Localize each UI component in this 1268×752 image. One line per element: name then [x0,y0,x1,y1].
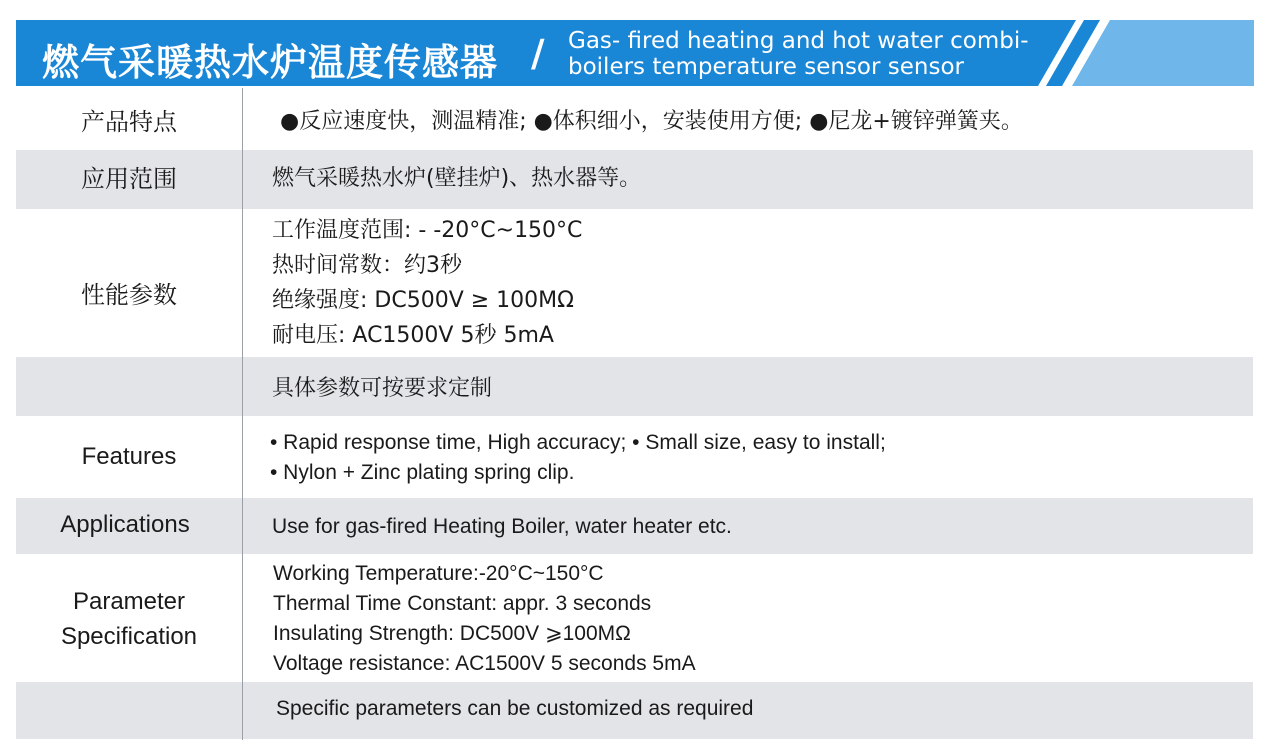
label-parameter-en-line-1: Parameter [72,588,186,615]
performance-line-4: 耐电压: AC1500V 5秒 5mA [272,323,554,348]
row-parameter-en [16,556,1253,680]
value-features-cn: ●反应速度快，测温精准; ●体积细小，安装使用方便; ●尼龙+镀锌弹簧夹。 [280,109,1023,134]
value-custom-cn: 具体参数可按要求定制 [272,376,493,401]
value-application-cn: 燃气采暖热水炉(壁挂炉)、热水器等。 [272,166,642,191]
title-english-line-1: Gas- fired heating and hot water combi- [568,28,1029,54]
title-english-line-2: boilers temperature sensor sensor [568,54,964,80]
row-features-cn [16,88,1253,148]
row-features-en [16,418,1253,496]
label-features-en: Features [81,443,177,470]
parameter-line-1: Working Temperature:-20°C~150°C [273,562,604,585]
row-custom-cn [16,357,1253,416]
header-banner [16,20,1254,86]
value-custom-en: Specific parameters can be customized as required [276,697,754,720]
row-custom-en [16,682,1253,739]
label-parameter-en-line-2: Specification [60,623,198,650]
title-separator: / [531,32,545,75]
banner-stripe-2 [1072,20,1254,86]
parameter-line-2: Thermal Time Constant: appr. 3 seconds [273,592,652,615]
parameter-line-3: Insulating Strength: DC500V ⩾100MΩ [273,622,631,645]
performance-line-2: 热时间常数：约3秒 [272,253,462,278]
row-applications-en [16,498,1253,554]
performance-line-1: 工作温度范围: - -20°C~150°C [272,218,583,243]
title-chinese: 燃气采暖热水炉温度传感器 [42,41,498,84]
row-performance-cn [16,211,1253,355]
value-applications-en: Use for gas-fired Heating Boiler, water heater etc. [272,515,732,538]
row-application-cn [16,150,1253,209]
label-application-cn: 应用范围 [81,165,177,193]
column-divider [242,88,243,740]
label-features-cn: 产品特点 [81,108,177,136]
performance-line-3: 绝缘强度: DC500V ≥ 100MΩ [272,288,574,313]
features-en-line-2: • Nylon + Zinc plating spring clip. [270,461,575,484]
title-english [568,28,1029,80]
label-applications-en: Applications [60,511,190,538]
features-en-line-1: • Rapid response time, High accuracy; • Small size, easy to install; [270,431,886,454]
parameter-line-4: Voltage resistance: AC1500V 5 seconds 5mA [273,652,696,675]
label-performance-cn: 性能参数 [81,281,177,309]
